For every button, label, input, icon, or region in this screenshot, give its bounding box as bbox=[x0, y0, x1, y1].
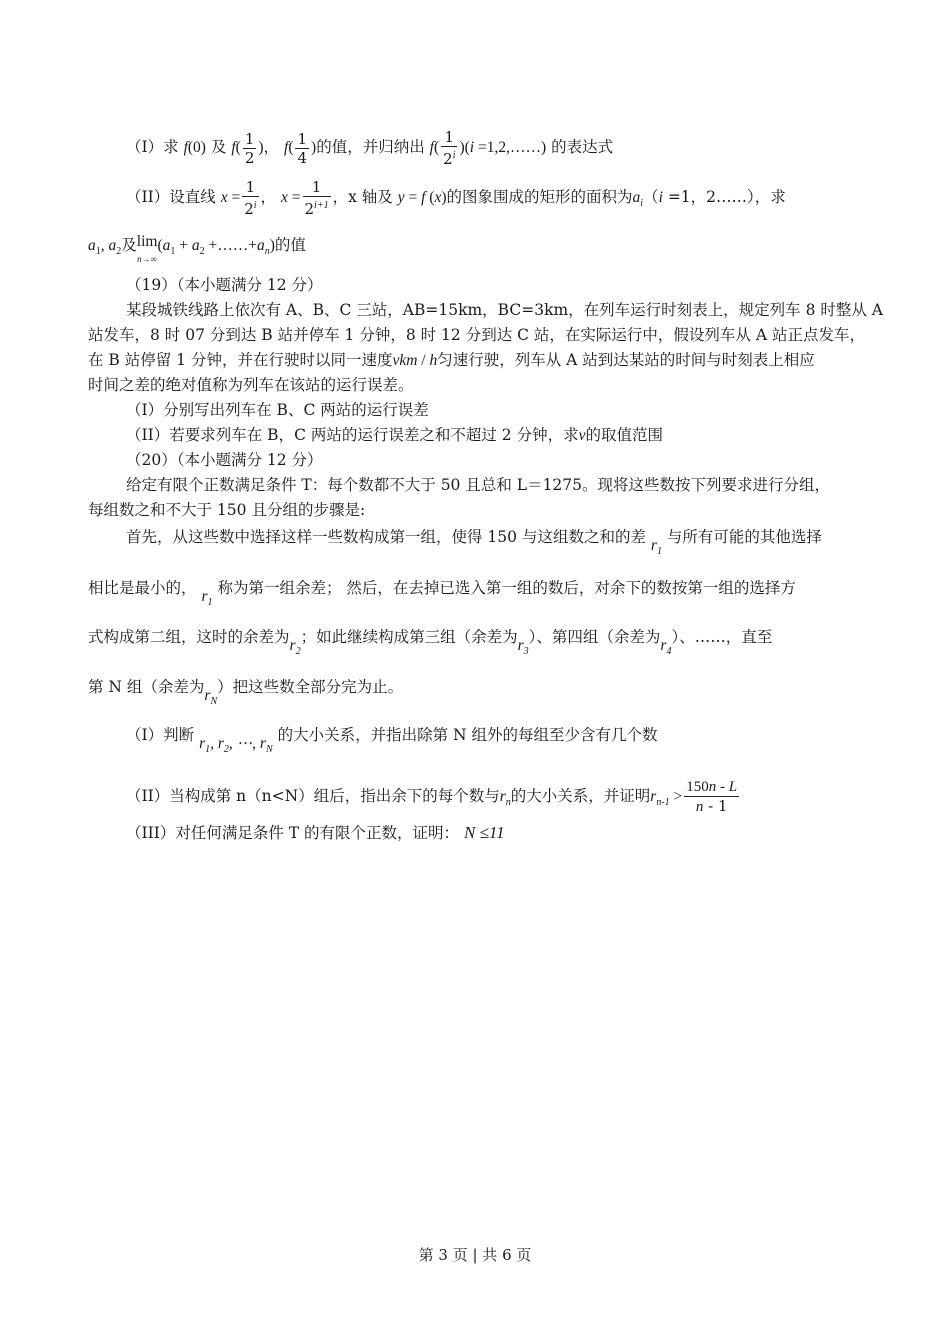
text: 第 N 组（余差为 bbox=[88, 678, 205, 696]
q19-body-1: 某段城铁线路上依次有 A、B、C 三站，AB=15km，BC=3km，在列车运行时刻表上，规定列车 8 时整从 A bbox=[126, 301, 883, 319]
q18-part2-cont: $a_1$, $a_2$及lim $n\to\infty(a_1 + a_2$ $+\dots\dots+a_n$)的值 bbox=[88, 233, 306, 264]
q20-body-4: 相比是最小的， $r_1$ 称为第一组余差； 然后，在去掉已选入第一组的数后，对余下的数按第一组的选择方 bbox=[88, 579, 796, 609]
q19-body-2: 站发车，8 时 07 分到达 B 站并停车 1 分钟，8 时 12 分到达 C 站，在实际运行中，假设列车从 A 站正点发车， bbox=[88, 326, 865, 344]
q20-body-1: 给定有限个正数满足条件 T：每个数都不大于 50 且总和 L＝1275。现将这些数按下列要求进行分组， bbox=[126, 476, 831, 494]
text: ）、第四组（余差为 bbox=[528, 628, 661, 646]
text: ）、……，直至 bbox=[671, 628, 773, 646]
text: 及 bbox=[121, 236, 137, 254]
q20-body-2: 每组数之和不大于 150 且分组的步骤是: bbox=[88, 501, 366, 519]
q20-body-3: 首先，从这些数中选择这样一些数构成第一组，使得 150 与这组数之和的差 $r_1$ 与所有可能的其他选择 bbox=[126, 528, 822, 558]
q20-part1: （I）判断 $r_1$, $r_2$, ⋯, $r_N$ 的大小关系，并指出除第 N 组外的每组至少含有几个数 bbox=[126, 726, 658, 756]
q20-body-6: 第 N 组（余差为$r_N$）把这些数全部分完为止。 bbox=[88, 678, 404, 708]
text: 相比是最小的， bbox=[88, 579, 197, 597]
page-footer: 第 3 页 | 共 6 页 bbox=[418, 1246, 532, 1264]
text: 与所有可能的其他选择 bbox=[666, 528, 822, 546]
text: 的图象围成的矩形的面积为 bbox=[446, 188, 633, 206]
text: （II）若要求列车在 B，C 两站的运行误差之和不超过 2 分钟，求 bbox=[126, 426, 579, 444]
text: （I）判断 bbox=[126, 726, 195, 744]
text: 的值，并归纳出 bbox=[316, 138, 425, 156]
text: ，x 轴及 bbox=[332, 188, 393, 206]
q18-part1: （I）求 f(0) 及 f( $\frac{1}{2}$ )， f( $\frac{1}{4}$ )的值，并归纳出 f( $\frac{1}{2^i}$ )(i =1,2,……) 的表达式 bbox=[126, 128, 614, 168]
text: （I）求 bbox=[126, 138, 179, 156]
text: 称为第一组余差； 然后，在去掉已选入第一组的数后，对余下的数按第一组的选择方 bbox=[217, 579, 796, 597]
text: （II）当构成第 n（n<N）组后，指出余下的每个数与 bbox=[126, 787, 500, 805]
text: （ bbox=[643, 188, 659, 206]
q20-body-5: 式构成第二组，这时的余差为$r_2$；如此继续构成第三组（余差为$r_3$）、第四组（余差为$r_4$）、……，直至 bbox=[88, 628, 773, 658]
text: 及 bbox=[210, 138, 227, 156]
text: （II）设直线 bbox=[126, 188, 216, 206]
text: ）把这些数全部分完为止。 bbox=[217, 678, 404, 696]
text: （III）对任何满足条件 T 的有限个正数，证明： bbox=[126, 824, 460, 842]
text: 的值 bbox=[274, 236, 306, 254]
text: 的取值范围 bbox=[585, 426, 663, 444]
q19-header: （19）（本小题满分 12 分） bbox=[126, 276, 323, 294]
text: 的大小关系，并指出除第 N 组外的每组至少含有几个数 bbox=[277, 726, 658, 744]
text: ， bbox=[263, 138, 280, 156]
q19-part1: （I）分别写出列车在 B、C 两站的运行误差 bbox=[126, 401, 429, 419]
text: =1，2……），求 bbox=[667, 188, 786, 206]
text: 的表达式 bbox=[551, 138, 614, 156]
text: 匀速行驶，列车从 A 站到达某站的时间与时刻表上相应 bbox=[437, 351, 815, 369]
q19-body-3: 在 B 站停留 1 分钟，并在行驶时以同一速度vkm / h匀速行驶，列车从 A 站到达某站的时间与时刻表上相应 bbox=[88, 351, 815, 369]
text: 首先，从这些数中选择这样一些数构成第一组，使得 150 与这组数之和的差 bbox=[126, 528, 646, 546]
text: 式构成第二组，这时的余差为 bbox=[88, 628, 290, 646]
q19-part2: （II）若要求列车在 B，C 两站的运行误差之和不超过 2 分钟，求v的取值范围 bbox=[126, 426, 663, 444]
q20-part3 bbox=[126, 822, 906, 844]
text: 在 B 站停留 1 分钟，并在行驶时以同一速度 bbox=[88, 351, 393, 369]
q18-part2: （II）设直线 x = $\frac{1}{2^i}$ ， x = $\frac{1}{2^{i+1}}$ ，x 轴及 y = f (x)的图象围成的矩形的面积为$a_i(i =1$，2……），求 bbox=[126, 178, 786, 218]
text: ， bbox=[260, 188, 277, 206]
q19-body-4: 时间之差的绝对值称为列车在该站的运行误差。 bbox=[88, 376, 414, 394]
q20-part2: （II）当构成第 n（n<N）组后，指出余下的每个数与$r_n$的大小关系，并证明$r_{n-1}$ > $\frac{150n - L}{n - 1}$ bbox=[126, 779, 738, 815]
text: ；如此继续构成第三组（余差为 bbox=[300, 628, 518, 646]
math-expression: N ≤11 bbox=[464, 823, 505, 842]
q20-header: （20）（本小题满分 12 分） bbox=[126, 451, 323, 469]
